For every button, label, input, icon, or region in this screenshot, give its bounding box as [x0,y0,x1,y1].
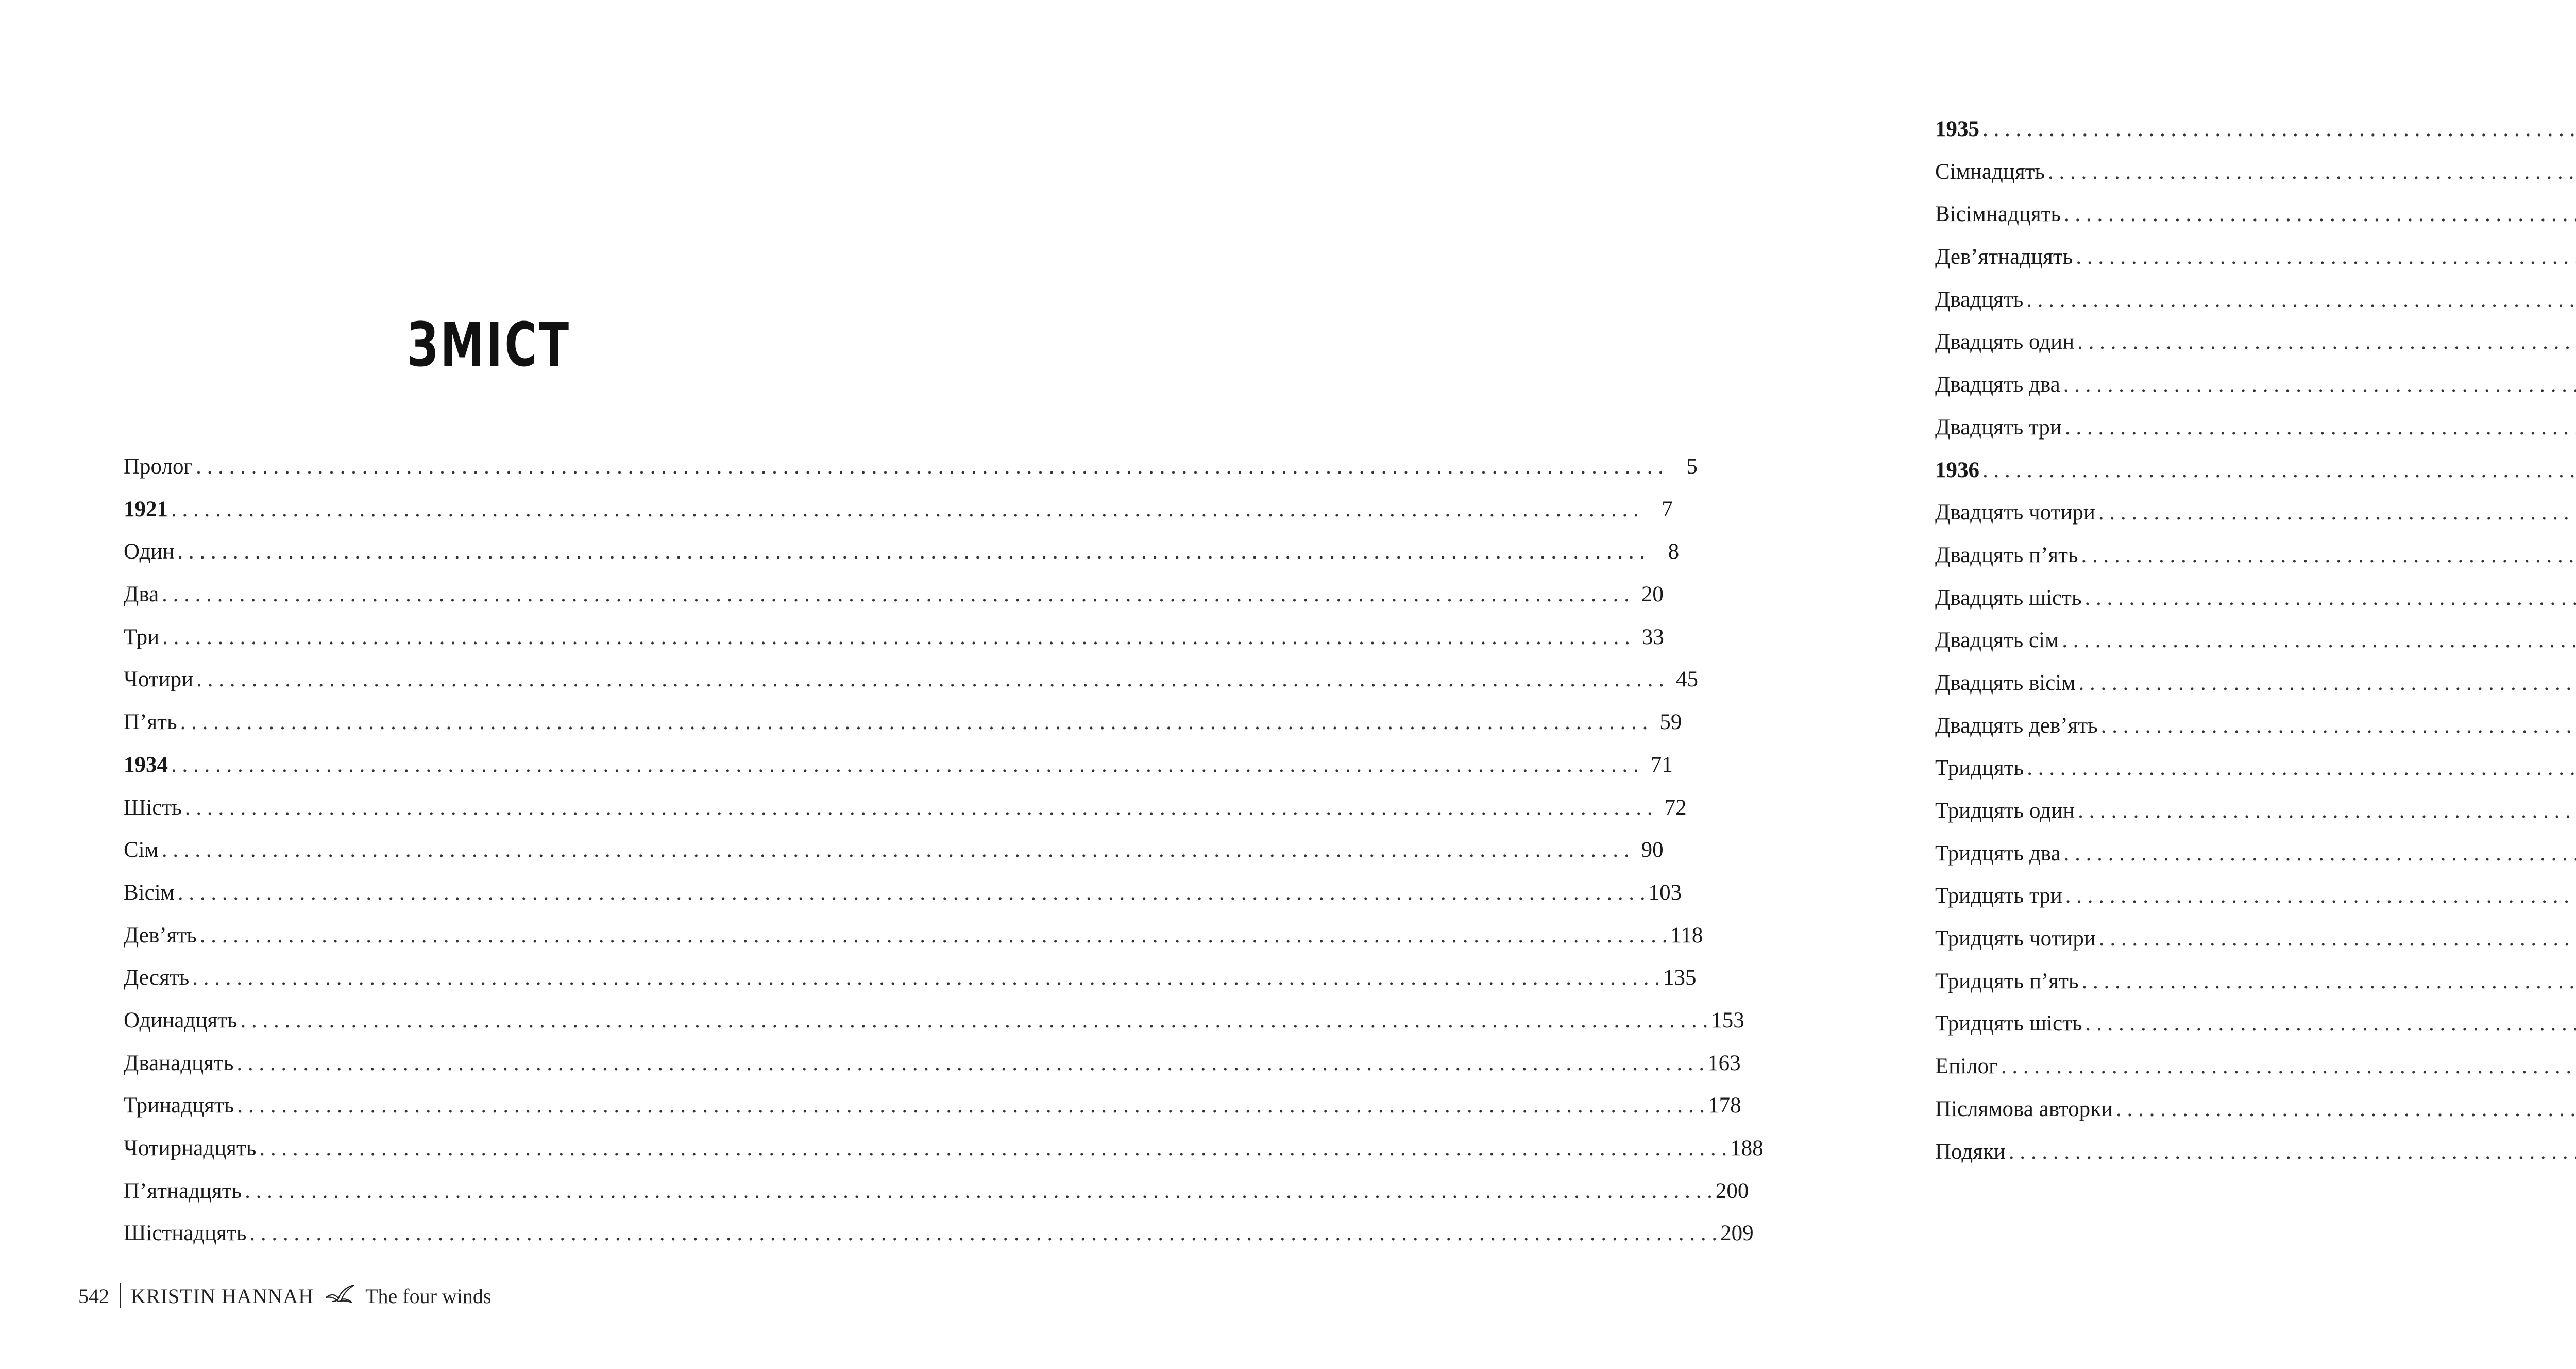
toc-entry-label: Подяки [1935,1139,2006,1164]
toc-entry [124,496,1673,539]
dot-leader [2065,414,2576,441]
toc-entry [1935,371,2576,414]
toc-entry [1935,499,2576,542]
dot-leader [2064,840,2576,867]
dot-leader [2076,244,2576,271]
toc-entry-label: Два [124,582,159,607]
toc-entry-label: Пролог [124,454,193,479]
toc-entry-label: Двадцять п’ять [1935,543,2078,567]
toc-entry-label: Двадцять вісім [1935,670,2076,695]
toc-entry-label: П’ятнадцять [124,1178,242,1203]
toc-entry-page: 20 [1641,582,1664,607]
footer-page-number: 542 [78,1284,109,1308]
toc-entry-label: Три [124,624,160,649]
toc-entry [1935,414,2576,457]
toc-entry-label: Дев’ять [124,923,197,948]
toc-entry-label: 1936 [1935,458,1979,482]
toc-entry [1935,159,2576,201]
dot-leader [2099,925,2576,952]
toc-entry-label: Тридцять [1935,756,2024,781]
toc-entry [124,624,1664,667]
toc-entry-label: 1935 [1935,117,1979,141]
toc-entry [1935,925,2576,968]
toc-entry [124,880,1682,922]
toc-entry [1935,798,2576,840]
toc-entry-label: Тридцять три [1935,884,2062,908]
toc-entry-page: 153 [1711,1008,1744,1033]
toc-entry [1935,329,2576,371]
toc-entry [124,1092,1741,1135]
toc-entry-label: Вісімнадцять [1935,202,2061,227]
dot-leader [2116,1096,2576,1123]
toc-entry-label: Вісім [124,880,175,905]
toc-entry-label: Епілог [1935,1054,1998,1079]
dot-leader [1982,457,2576,484]
toc-entry-page: 5 [1686,454,1698,479]
toc-entry [124,1007,1744,1050]
toc-entry-label: Одинадцять [124,1008,238,1033]
toc-entry-label: Тридцять чотири [1935,926,2096,951]
toc-entry [124,1135,1764,1178]
dot-leader [2101,713,2576,739]
toc-entry [124,666,1698,709]
toc-entry-label: Тридцять один [1935,799,2075,823]
toc-entry-label: Двадцять сім [1935,628,2059,653]
toc-entry-page: 59 [1659,710,1682,735]
toc-entry-label: 1921 [124,497,168,521]
toc-entry-label: Шістнадцять [124,1221,247,1246]
dot-leader [2086,1010,2576,1037]
toc-entry [124,581,1664,624]
toc-entry [1935,116,2576,159]
toc-entry [1935,585,2576,628]
toc-entry-label: Дев’ятнадцять [1935,245,2073,269]
toc-entry [124,1178,1749,1221]
toc-entry [1935,457,2576,500]
dot-leader [2064,201,2576,228]
toc-entry-page: 7 [1662,497,1673,521]
toc-entry [1935,244,2576,286]
toc-entry-page: 72 [1664,795,1687,820]
toc-entry [124,1050,1741,1093]
dot-leader [2081,968,2576,995]
dot-leader [2078,670,2576,697]
toc-entry-label: Сім [124,838,159,863]
dot-leader [2078,798,2576,824]
toc-entry-label: Шість [124,795,182,820]
toc-entry [124,837,1664,880]
toc-entry [1935,1139,2576,1181]
toc-entry-label: Тринадцять [124,1093,234,1118]
toc-entry [124,965,1697,1007]
toc-entry-page: 163 [1707,1051,1741,1075]
toc-entry [1935,968,2576,1011]
toc-entry-page: 90 [1641,838,1664,863]
dot-leader [2027,755,2576,782]
toc-entry [124,538,1680,581]
toc-entry [124,922,1703,965]
toc-entry-label: Двадцять дев’ять [1935,713,2098,738]
toc-entry-label: Двадцять два [1935,373,2060,397]
toc-entry-label: Тридцять два [1935,841,2061,866]
toc-entry-page: 178 [1708,1093,1741,1118]
toc-entry-label: Тридцять п’ять [1935,969,2079,993]
toc-entry [1935,542,2576,585]
toc-entry-label: 1934 [124,752,168,777]
toc-entry-label: Двадцять [1935,287,2024,312]
toc-entry [124,752,1673,795]
right-page [912,0,2113,1369]
dot-leader [2085,585,2576,612]
toc-entry-label: Двадцять три [1935,415,2062,440]
dot-leader [2026,286,2576,313]
toc-entry-label: Чотирнадцять [124,1136,257,1160]
toc-entry [1935,1010,2576,1053]
toc-entry-page: 209 [1720,1221,1754,1246]
toc-entry-label: Один [124,539,175,564]
toc-entry [1935,627,2576,670]
toc-entry-label: П’ять [124,710,177,735]
dot-leader [2065,883,2576,909]
toc-entry-label: Дванадцять [124,1051,234,1075]
toc-entry-page: 33 [1641,624,1664,649]
footer-separator [120,1283,121,1308]
toc-entry [1935,840,2576,883]
toc-entry-page: 135 [1663,966,1697,990]
toc-entry [1935,755,2576,798]
dot-leader [2001,1053,2576,1080]
toc-entry-label: Двадцять один [1935,330,2075,354]
dot-leader [2063,371,2576,398]
toc-entry-page: 118 [1670,923,1703,948]
toc-title: ЗМІСТ [407,309,571,380]
toc-entry [124,453,1698,496]
toc-entry [124,1220,1754,1263]
toc-entry [1935,286,2576,329]
dot-leader [2081,542,2576,569]
dot-leader [2062,627,2576,654]
toc-list-right [1935,116,2576,1181]
toc-entry-label: Післямова авторки [1935,1096,2113,1121]
running-footer [78,1283,492,1309]
toc-entry [1935,1053,2576,1096]
toc-entry-page: 200 [1715,1178,1749,1203]
toc-entry-label: Тридцять шість [1935,1011,2082,1036]
toc-entry-label: Чотири [124,667,194,692]
dot-leader [2098,499,2576,526]
footer-book-title: The four winds [365,1284,492,1308]
toc-entry-label: Сімнадцять [1935,159,2045,184]
toc-entry [1935,713,2576,755]
toc-entry-label: Двадцять чотири [1935,500,2095,525]
dot-leader [2009,1139,2576,1165]
toc-entry-page: 188 [1730,1136,1764,1160]
toc-entry [124,709,1682,752]
dot-leader [2077,329,2576,356]
toc-entry-page: 71 [1650,752,1673,777]
toc-entry-page: 103 [1648,880,1682,905]
toc-entry [1935,201,2576,244]
toc-entry-page: 45 [1675,667,1698,692]
dot-leader [1982,116,2576,143]
bird-icon [325,1283,355,1309]
dot-leader [2048,159,2576,185]
toc-entry [124,795,1687,837]
toc-entry [1935,670,2576,713]
toc-entry [1935,1096,2576,1139]
toc-list-left [124,453,1764,1263]
toc-entry-label: Двадцять шість [1935,585,2082,610]
footer-author: KRISTIN HANNAH [131,1284,314,1308]
toc-entry-page: 8 [1668,539,1680,564]
toc-entry [1935,883,2576,925]
toc-entry-label: Десять [124,966,190,990]
